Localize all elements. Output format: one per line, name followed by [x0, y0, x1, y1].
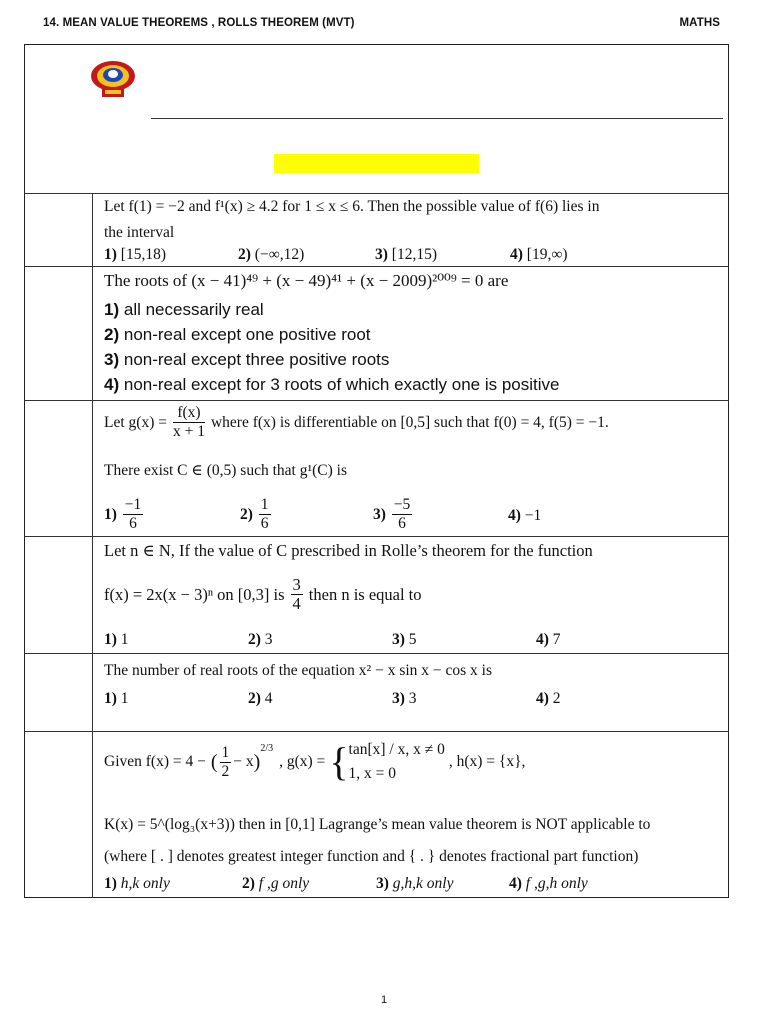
- q2-option-1: 1) all necessarily real: [104, 300, 264, 319]
- q2-option-2: 2) non-real except one positive root: [104, 325, 371, 344]
- question-4-line2: f(x) = 2x(x − 3)ⁿ on [0,3] is $\frac{3}{4}$ then n is equal to: [104, 575, 422, 613]
- q3-option-2: 2) $\frac{1}{6}$: [240, 496, 269, 532]
- q6-option-2: 2) f ,g only: [242, 875, 310, 892]
- title-rule: [151, 118, 723, 119]
- q4-option-3: 3) 5: [392, 631, 417, 648]
- question-6-line2: K(x) = 5^(log₃(x+3)) then in [0,1] Lagrange’s mean value theorem is NOT applicable to: [104, 816, 651, 833]
- q4-option-4: 4) 7: [536, 631, 561, 648]
- question-1-line2: the interval: [104, 224, 175, 241]
- question-1-line1: Let f(1) = −2 and f¹(x) ≥ 4.2 for 1 ≤ x ≤ 6. Then the possible value of f(6) lies in: [104, 198, 600, 215]
- row-divider: [24, 536, 729, 537]
- question-6-line3: (where [ . ] denotes greatest integer function and { . } denotes fractional part function): [104, 848, 639, 865]
- row-divider: [24, 400, 729, 401]
- header-title: 14. MEAN VALUE THEOREMS , ROLLS THEOREM (MVT): [43, 17, 355, 29]
- question-6-line1: Given f(x) = 4 − ( $\frac{1}{2}$ − x ) $^{2/3}$ , g(x) = { tan[x] / x, x ≠ 0 1, x = 0 , h(x) = {x},: [104, 739, 526, 784]
- q5-option-4: 4) 2: [536, 690, 561, 707]
- q6-option-4: 4) f ,g,h only: [509, 875, 588, 892]
- q3-option-1: 1) $\frac{-1}{6}$: [104, 496, 142, 532]
- page-number: 1: [380, 994, 388, 1006]
- row-divider: [24, 193, 729, 194]
- q1-option-3: 3) [12,15): [375, 246, 437, 263]
- q1-option-4: 4) [19,∞): [510, 246, 568, 263]
- q3-option-4: 4) −1: [508, 507, 542, 524]
- q2-option-4: 4) non-real except for 3 roots of which exactly one is positive: [104, 375, 560, 394]
- row-divider: [24, 653, 729, 654]
- q6-option-1: 1) h,k only: [104, 875, 170, 892]
- header-subject: MATHS: [679, 17, 720, 29]
- q5-option-2: 2) 4: [248, 690, 273, 707]
- question-2-stem: The roots of (x − 41)⁴⁹ + (x − 49)⁴¹ + (x − 2009)²⁰⁰⁹ = 0 are: [104, 271, 509, 290]
- row-divider: [24, 266, 729, 267]
- q3-option-3: 3) $\frac{-5}{6}$: [373, 496, 411, 532]
- q4-option-2: 2) 3: [248, 631, 273, 648]
- q1-option-1: 1) [15,18): [104, 246, 166, 263]
- question-3-line1: Let g(x) = $\frac{f(x)}{x + 1}$ where f(x) is differentiable on [0,5] such that f(0) = 4, f(5) = −1.: [104, 404, 609, 440]
- question-3-line2: There exist C ∈ (0,5) such that g¹(C) is: [104, 462, 347, 479]
- q2-option-3: 3) non-real except three positive roots: [104, 350, 390, 369]
- q4-option-1: 1) 1: [104, 631, 129, 648]
- q6-option-3: 3) g,h,k only: [376, 875, 454, 892]
- question-4-line1: Let n ∈ N, If the value of C prescribed in Rolle’s theorem for the function: [104, 541, 593, 560]
- row-divider: [24, 731, 729, 732]
- column-divider: [92, 193, 93, 898]
- q5-option-3: 3) 3: [392, 690, 417, 707]
- q1-option-2: 2) (−∞,12): [238, 246, 305, 263]
- institute-logo-icon: [88, 58, 138, 100]
- q5-option-1: 1) 1: [104, 690, 129, 707]
- question-5-stem: The number of real roots of the equation x² − x sin x − cos x is: [104, 662, 493, 679]
- title-highlight: [274, 154, 479, 173]
